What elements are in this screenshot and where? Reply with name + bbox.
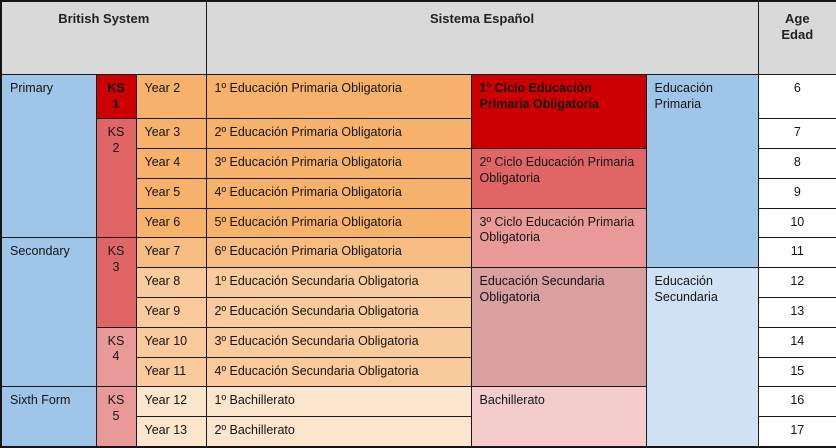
age-cell: 8 [758,149,836,179]
secondary-stage-cell: Secondary [1,238,96,387]
bachillerato-cell: Bachillerato [471,387,646,447]
course-cell: 3º Educación Secundaria Obligatoria [206,327,471,357]
age-cell: 17 [758,417,836,447]
age-cell: 6 [758,75,836,119]
year-cell: Year 12 [136,387,206,417]
age-header [758,1,836,75]
age-cell: 12 [758,268,836,298]
ks4-cell: KS4 [96,327,136,387]
age-header-line1: Age [785,11,810,26]
year-cell: Year 9 [136,298,206,328]
age-cell: 14 [758,327,836,357]
year-cell: Year 3 [136,119,206,149]
sistema-espanol-header: Sistema Español [206,1,758,75]
course-cell: 1º Educación Secundaria Obligatoria [206,268,471,298]
eso-cell: Educación Secundaria Obligatoria [471,268,646,387]
ks1-cell: KS1 [96,75,136,119]
ciclo-1-cell: 1º Ciclo Educación Primaria Obligatoria [471,75,646,149]
course-cell: 2º Educación Secundaria Obligatoria [206,298,471,328]
course-cell: 2º Bachillerato [206,417,471,447]
educacion-secundaria-cell: Educación Secundaria [646,268,758,447]
age-cell: 10 [758,208,836,238]
ciclo-3-cell: 3º Ciclo Educación Primaria Obligatoria [471,208,646,268]
course-cell: 2º Educación Primaria Obligatoria [206,119,471,149]
ciclo-2-cell: 2º Ciclo Educación Primaria Obligatoria [471,149,646,209]
course-cell: 3º Educación Primaria Obligatoria [206,149,471,179]
course-cell: 4º Educación Secundaria Obligatoria [206,357,471,387]
educacion-primaria-cell: Educación Primaria [646,75,758,268]
ks2-cell: KS2 [96,119,136,238]
year-cell: Year 11 [136,357,206,387]
age-header-line2: Edad [781,27,814,43]
british-system-header: British System [1,1,206,75]
ks5-cell: KS5 [96,387,136,447]
ks3-cell: KS3 [96,238,136,327]
year-cell: Year 8 [136,268,206,298]
course-cell: 5º Educación Primaria Obligatoria [206,208,471,238]
header-row [1,1,836,75]
year-cell: Year 6 [136,208,206,238]
table-row [1,75,836,119]
year-cell: Year 4 [136,149,206,179]
course-cell: 1º Educación Primaria Obligatoria [206,75,471,119]
course-cell: 1º Bachillerato [206,387,471,417]
age-cell: 11 [758,238,836,268]
primary-stage-cell: Primary [1,75,96,238]
sixth-form-stage-cell: Sixth Form [1,387,96,447]
age-cell: 7 [758,119,836,149]
year-cell: Year 5 [136,178,206,208]
year-cell: Year 10 [136,327,206,357]
age-cell: 16 [758,387,836,417]
course-cell: 4º Educación Primaria Obligatoria [206,178,471,208]
age-cell: 15 [758,357,836,387]
age-cell: 13 [758,298,836,328]
course-cell: 6º Educación Primaria Obligatoria [206,238,471,268]
year-cell: Year 13 [136,417,206,447]
year-cell: Year 2 [136,75,206,119]
year-cell: Year 7 [136,238,206,268]
age-cell: 9 [758,178,836,208]
